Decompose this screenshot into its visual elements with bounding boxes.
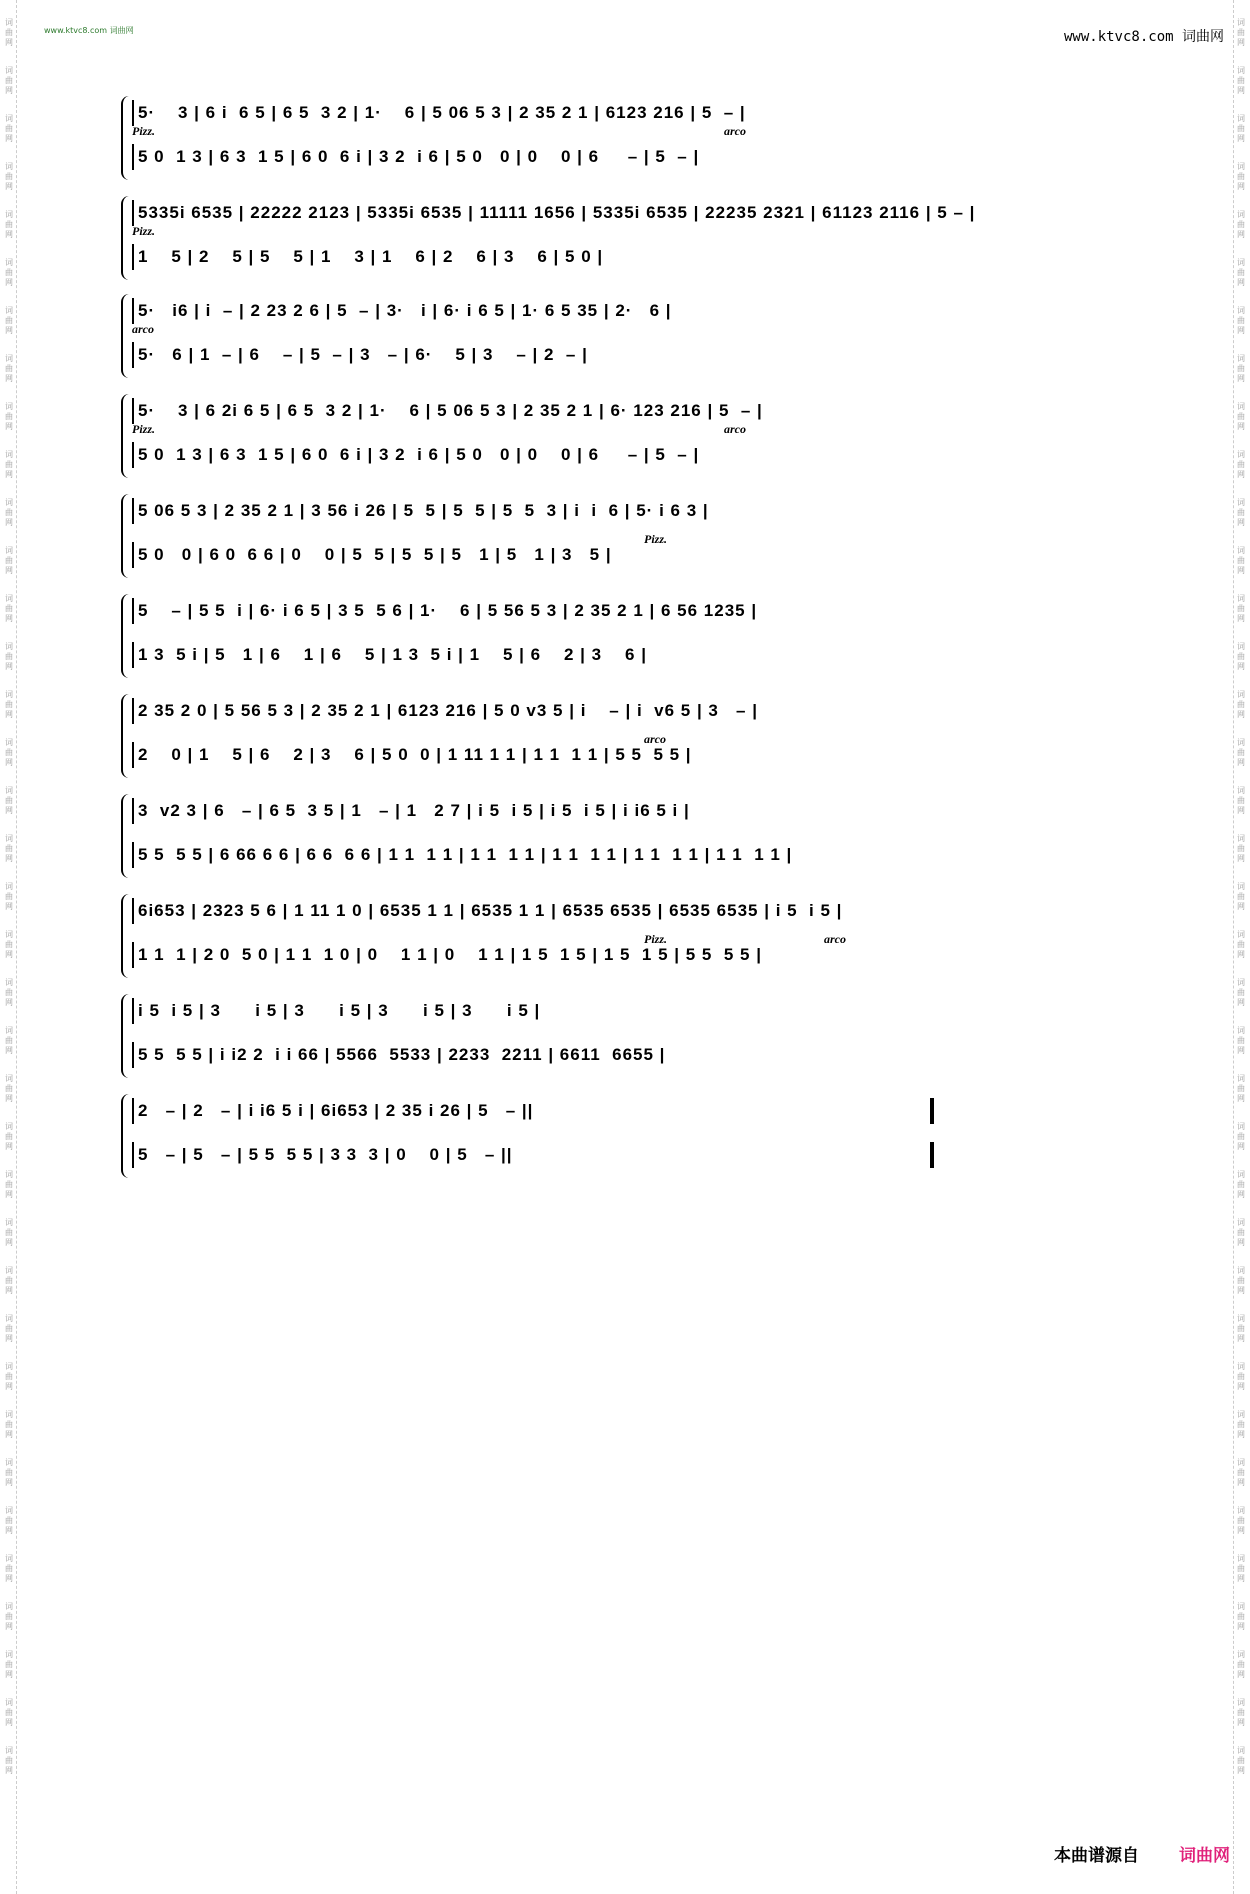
left-watermark-strip	[2, 0, 17, 1894]
barline	[132, 898, 134, 924]
lower-staff	[132, 542, 936, 568]
watermark-text: 词 曲 网	[5, 402, 13, 431]
watermark-text: 词 曲 网	[1237, 1698, 1245, 1727]
watermark-text: 词 曲 网	[5, 1362, 13, 1391]
watermark-text: 词 曲 网	[1237, 834, 1245, 863]
upper-staff	[132, 100, 936, 126]
watermark-text: 词 曲 网	[5, 66, 13, 95]
barline	[132, 1142, 134, 1168]
score-system	[124, 798, 936, 878]
barline	[132, 298, 134, 324]
lower-staff-notes: 5 – | 5 – | 5 5 5 5 | 3 3 3 | 0 0 | 5 – ||	[138, 1145, 513, 1164]
watermark-text: 词 曲 网	[5, 786, 13, 815]
lower-staff	[132, 244, 936, 270]
score-system	[124, 200, 976, 280]
barline	[132, 398, 134, 424]
watermark-text: 词 曲 网	[1237, 1458, 1245, 1487]
upper-staff-notes: 5 – | 5 5 i | 6· i 6 5 | 3 5 5 6 | 1· 6 | 5 56 5 3 | 2 35 2 1 | 6 56 1235 |	[138, 601, 758, 620]
score-system	[124, 398, 936, 478]
watermark-text: 词 曲 网	[1237, 1314, 1245, 1343]
watermark-text: 词 曲 网	[5, 1074, 13, 1103]
watermark-text: 词 曲 网	[5, 18, 13, 47]
watermark-text: 词 曲 网	[5, 546, 13, 575]
performance-mark: arco	[132, 322, 154, 336]
upper-staff	[132, 698, 936, 724]
watermark-text: 词 曲 网	[5, 1314, 13, 1343]
performance-mark: Pizz.	[644, 932, 668, 946]
watermark-text: 词 曲 网	[5, 882, 13, 911]
watermark-text: 词 曲 网	[5, 738, 13, 767]
footer-brand[interactable]: 词曲网	[1179, 1846, 1230, 1866]
watermark-text: 词 曲 网	[1237, 690, 1245, 719]
watermark-text: 词 曲 网	[5, 1746, 13, 1775]
lower-staff	[132, 842, 936, 868]
barline	[132, 542, 134, 568]
watermark-text: 词 曲 网	[1237, 1074, 1245, 1103]
performance-mark: arco	[724, 422, 746, 436]
upper-staff-notes: 5· 3 | 6 i 6 5 | 6 5 3 2 | 1· 6 | 5 06 5 3 | 2 35 2 1 | 6123 216 | 5 – |	[138, 103, 746, 122]
watermark-text: 词 曲 网	[1237, 18, 1245, 47]
watermark-text: 词 曲 网	[1237, 882, 1245, 911]
watermark-text: 词 曲 网	[1237, 1410, 1245, 1439]
upper-staff	[132, 598, 936, 624]
watermark-text: 词 曲 网	[5, 1266, 13, 1295]
watermark-text: 词 曲 网	[1237, 1170, 1245, 1199]
watermark-text: 词 曲 网	[1237, 162, 1245, 191]
lower-staff-notes: 1 1 1 | 2 0 5 0 | 1 1 1 0 | 0 1 1 | 0 1 1 | 1 5 1 5 | 1 5 1 5 | 5 5 5 5 |	[138, 945, 762, 964]
watermark-text: 词 曲 网	[5, 1170, 13, 1199]
score-system	[124, 1098, 936, 1178]
watermark-text: 词 曲 网	[5, 690, 13, 719]
lower-staff	[132, 442, 936, 468]
lower-staff-notes: 5 0 0 | 6 0 6 6 | 0 0 | 5 5 | 5 5 | 5 1 | 5 1 | 3 5 |	[138, 545, 612, 564]
barline	[132, 1042, 134, 1068]
score-system	[124, 498, 936, 578]
watermark-text: 词 曲 网	[5, 1506, 13, 1535]
barline	[132, 998, 134, 1024]
lower-staff	[132, 1142, 936, 1168]
watermark-text: 词 曲 网	[1237, 642, 1245, 671]
barline	[132, 698, 134, 724]
watermark-text: 词 曲 网	[5, 1650, 13, 1679]
lower-staff-notes: 5 0 1 3 | 6 3 1 5 | 6 0 6 i | 3 2 i 6 | 5 0 0 | 0 0 | 6 – | 5 – |	[138, 147, 700, 166]
watermark-text: 词 曲 网	[1237, 738, 1245, 767]
upper-staff-notes: 2 – | 2 – | i i6 5 i | 6i653 | 2 35 i 26 | 5 – ||	[138, 1101, 534, 1120]
watermark-text: 词 曲 网	[5, 978, 13, 1007]
watermark-text: 词 曲 网	[1237, 66, 1245, 95]
score-system	[124, 998, 936, 1078]
watermark-text: 词 曲 网	[5, 1458, 13, 1487]
upper-staff	[132, 798, 936, 824]
upper-staff-notes: 5· 3 | 6 2i 6 5 | 6 5 3 2 | 1· 6 | 5 06 5 3 | 2 35 2 1 | 6· 123 216 | 5 – |	[138, 401, 763, 420]
barline	[132, 498, 134, 524]
watermark-text: 词 曲 网	[1237, 786, 1245, 815]
final-barline	[930, 1142, 934, 1168]
watermark-text: 词 曲 网	[1237, 1362, 1245, 1391]
performance-mark: arco	[644, 732, 666, 746]
watermark-text: 词 曲 网	[1237, 258, 1245, 287]
watermark-text: 词 曲 网	[1237, 1650, 1245, 1679]
barline	[132, 442, 134, 468]
lower-staff	[132, 144, 936, 170]
watermark-text: 词 曲 网	[5, 258, 13, 287]
watermark-text: 词 曲 网	[5, 210, 13, 239]
upper-staff-notes: 3 v2 3 | 6 – | 6 5 3 5 | 1 – | 1 2 7 | i 5 i 5 | i 5 i 5 | i i6 5 i |	[138, 801, 690, 820]
header-left-url[interactable]: www.ktvc8.com 词曲网	[44, 26, 134, 35]
upper-staff-notes: i 5 i 5 | 3 i 5 | 3 i 5 | 3 i 5 | 3 i 5 |	[138, 1001, 541, 1020]
footer	[1054, 1841, 1230, 1866]
watermark-text: 词 曲 网	[5, 114, 13, 143]
watermark-text: 词 曲 网	[1237, 1746, 1245, 1775]
performance-mark: arco	[824, 932, 846, 946]
watermark-text: 词 曲 网	[5, 1554, 13, 1583]
performance-mark: arco	[724, 124, 746, 138]
performance-mark: Pizz.	[132, 124, 156, 138]
upper-staff	[132, 200, 976, 226]
barline	[132, 200, 134, 226]
barline	[132, 144, 134, 170]
watermark-text: 词 曲 网	[5, 1602, 13, 1631]
barline	[132, 100, 134, 126]
upper-staff	[132, 498, 936, 524]
watermark-text: 词 曲 网	[1237, 930, 1245, 959]
performance-mark: Pizz.	[644, 532, 668, 546]
performance-mark: Pizz.	[132, 224, 156, 238]
watermark-text: 词 曲 网	[1237, 450, 1245, 479]
score-system	[124, 898, 936, 978]
upper-staff	[132, 1098, 936, 1124]
watermark-text: 词 曲 网	[5, 354, 13, 383]
upper-staff-notes: 5· i6 | i – | 2 23 2 6 | 5 – | 3· i | 6· i 6 5 | 1· 6 5 35 | 2· 6 |	[138, 301, 672, 320]
score-system	[124, 298, 936, 378]
final-barline	[930, 1098, 934, 1124]
watermark-text: 词 曲 网	[1237, 210, 1245, 239]
upper-staff-notes: 5 06 5 3 | 2 35 2 1 | 3 56 i 26 | 5 5 | 5 5 | 5 5 3 | i i 6 | 5· i 6 3 |	[138, 501, 709, 520]
lower-staff-notes: 1 3 5 i | 5 1 | 6 1 | 6 5 | 1 3 5 i | 1 5 | 6 2 | 3 6 |	[138, 645, 647, 664]
lower-staff	[132, 1042, 936, 1068]
watermark-text: 词 曲 网	[1237, 1266, 1245, 1295]
watermark-text: 词 曲 网	[1237, 594, 1245, 623]
upper-staff	[132, 998, 936, 1024]
watermark-text: 词 曲 网	[5, 834, 13, 863]
lower-staff-notes: 1 5 | 2 5 | 5 5 | 1 3 | 1 6 | 2 6 | 3 6 | 5 0 |	[138, 247, 604, 266]
watermark-text: 词 曲 网	[5, 642, 13, 671]
watermark-text: 词 曲 网	[1237, 114, 1245, 143]
performance-mark: Pizz.	[132, 422, 156, 436]
lower-staff-notes: 2 0 | 1 5 | 6 2 | 3 6 | 5 0 0 | 1 11 1 1 | 1 1 1 1 | 5 5 5 5 |	[138, 745, 692, 764]
upper-staff-notes: 6i653 | 2323 5 6 | 1 11 1 0 | 6535 1 1 | 6535 1 1 | 6535 6535 | 6535 6535 | i 5 i 5 |	[138, 901, 843, 920]
lower-staff	[132, 342, 936, 368]
footer-source-label: 本曲谱源自	[1054, 1846, 1139, 1866]
watermark-text: 词 曲 网	[1237, 402, 1245, 431]
score-system	[124, 598, 936, 678]
lower-staff	[132, 942, 936, 968]
upper-staff	[132, 398, 936, 424]
score-system	[124, 698, 936, 778]
watermark-text: 词 曲 网	[1237, 1026, 1245, 1055]
watermark-text: 词 曲 网	[1237, 1218, 1245, 1247]
barline	[132, 742, 134, 768]
watermark-text: 词 曲 网	[5, 306, 13, 335]
barline	[132, 942, 134, 968]
score-system	[124, 100, 936, 180]
upper-staff	[132, 898, 936, 924]
watermark-text: 词 曲 网	[5, 162, 13, 191]
lower-staff	[132, 742, 936, 768]
watermark-text: 词 曲 网	[5, 1218, 13, 1247]
watermark-text: 词 曲 网	[5, 1698, 13, 1727]
watermark-text: 词 曲 网	[5, 498, 13, 527]
watermark-text: 词 曲 网	[1237, 1602, 1245, 1631]
watermark-text: 词 曲 网	[1237, 978, 1245, 1007]
barline	[132, 642, 134, 668]
watermark-text: 词 曲 网	[1237, 354, 1245, 383]
watermark-text: 词 曲 网	[1237, 1122, 1245, 1151]
watermark-text: 词 曲 网	[5, 1410, 13, 1439]
watermark-text: 词 曲 网	[1237, 498, 1245, 527]
lower-staff-notes: 5 0 1 3 | 6 3 1 5 | 6 0 6 i | 3 2 i 6 | 5 0 0 | 0 0 | 6 – | 5 – |	[138, 445, 700, 464]
lower-staff-notes: 5 5 5 5 | i i2 2 i i 66 | 5566 5533 | 2233 2211 | 6611 6655 |	[138, 1045, 666, 1064]
watermark-text: 词 曲 网	[5, 930, 13, 959]
upper-staff	[132, 298, 936, 324]
right-watermark-strip	[1233, 0, 1248, 1894]
watermark-text: 词 曲 网	[5, 1122, 13, 1151]
barline	[132, 244, 134, 270]
watermark-text: 词 曲 网	[5, 450, 13, 479]
watermark-text: 词 曲 网	[5, 594, 13, 623]
barline	[132, 342, 134, 368]
barline	[132, 1098, 134, 1124]
upper-staff-notes: 5335i 6535 | 22222 2123 | 5335i 6535 | 11111 1656 | 5335i 6535 | 22235 2321 | 61123 2116 | 5 – |	[138, 203, 976, 222]
lower-staff-notes: 5 5 5 5 | 6 66 6 6 | 6 6 6 6 | 1 1 1 1 | 1 1 1 1 | 1 1 1 1 | 1 1 1 1 | 1 1 1 1 |	[138, 845, 793, 864]
watermark-text: 词 曲 网	[1237, 1506, 1245, 1535]
barline	[132, 798, 134, 824]
watermark-text: 词 曲 网	[1237, 546, 1245, 575]
lower-staff-notes: 5· 6 | 1 – | 6 – | 5 – | 3 – | 6· 5 | 3 – | 2 – |	[138, 345, 588, 364]
watermark-text: 词 曲 网	[5, 1026, 13, 1055]
header-right-url[interactable]: www.ktvc8.com 词曲网	[1063, 29, 1224, 45]
barline	[132, 842, 134, 868]
watermark-text: 词 曲 网	[1237, 1554, 1245, 1583]
barline	[132, 598, 134, 624]
upper-staff-notes: 2 35 2 0 | 5 56 5 3 | 2 35 2 1 | 6123 216 | 5 0 v3 5 | i – | i v6 5 | 3 – |	[138, 701, 758, 720]
watermark-text: 词 曲 网	[1237, 306, 1245, 335]
lower-staff	[132, 642, 936, 668]
